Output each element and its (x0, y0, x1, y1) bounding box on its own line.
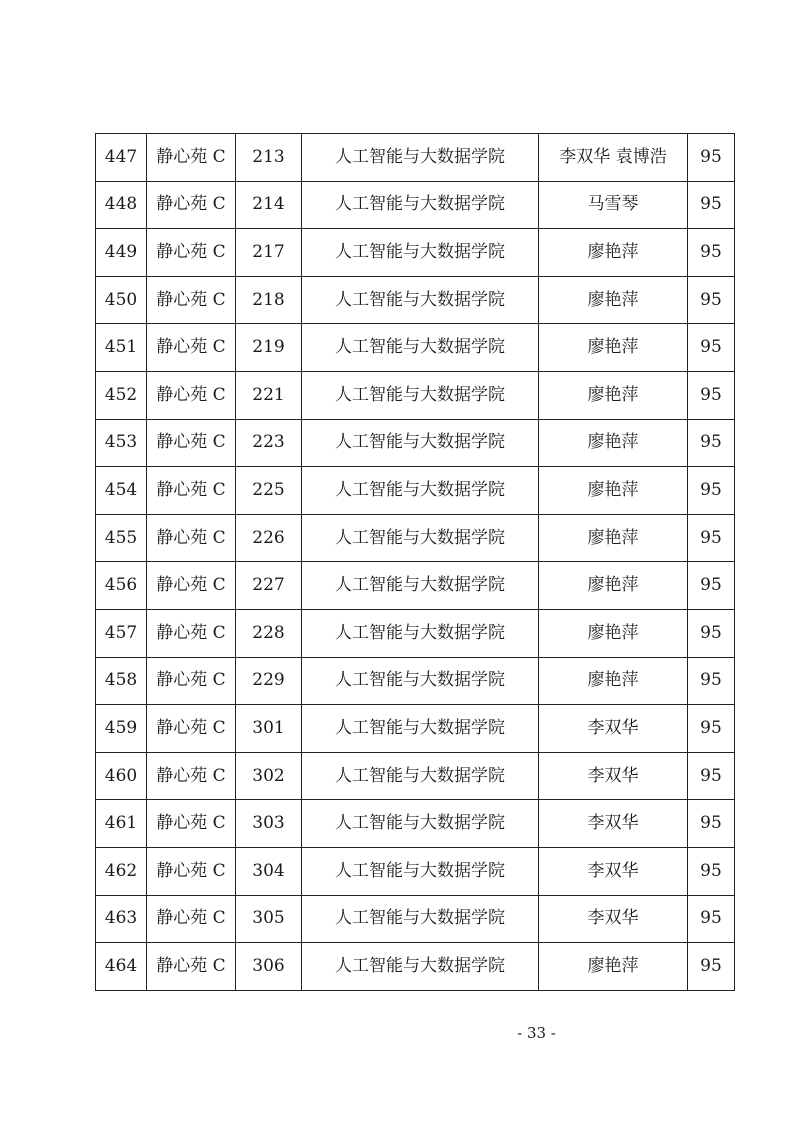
building-cell: 静心苑 C (147, 943, 236, 991)
table-row (96, 752, 735, 800)
score-cell: 95 (688, 609, 735, 657)
table-row (96, 609, 735, 657)
table-row (96, 895, 735, 943)
table-row (96, 276, 735, 324)
counselor-name-cell: 马雪琴 (539, 181, 688, 229)
score-cell: 95 (688, 134, 735, 182)
score-cell: 95 (688, 467, 735, 515)
building-cell: 静心苑 C (147, 514, 236, 562)
counselor-name-cell: 廖艳萍 (539, 371, 688, 419)
score-cell: 95 (688, 705, 735, 753)
table-row (96, 943, 735, 991)
room-number-cell: 221 (236, 371, 302, 419)
table-row (96, 324, 735, 372)
building-cell: 静心苑 C (147, 229, 236, 277)
row-number-cell: 459 (96, 705, 147, 753)
score-cell: 95 (688, 324, 735, 372)
counselor-name-cell: 李双华 (539, 752, 688, 800)
building-cell: 静心苑 C (147, 181, 236, 229)
score-cell: 95 (688, 419, 735, 467)
college-cell: 人工智能与大数据学院 (302, 657, 539, 705)
room-number-cell: 305 (236, 895, 302, 943)
counselor-name-cell: 廖艳萍 (539, 419, 688, 467)
room-number-cell: 228 (236, 609, 302, 657)
score-cell: 95 (688, 657, 735, 705)
row-number-cell: 462 (96, 847, 147, 895)
table-row (96, 181, 735, 229)
room-number-cell: 217 (236, 229, 302, 277)
row-number-cell: 453 (96, 419, 147, 467)
row-number-cell: 463 (96, 895, 147, 943)
counselor-name-cell: 廖艳萍 (539, 467, 688, 515)
table-body (96, 134, 735, 991)
room-number-cell: 225 (236, 467, 302, 515)
dormitory-score-table (95, 133, 735, 991)
college-cell: 人工智能与大数据学院 (302, 467, 539, 515)
building-cell: 静心苑 C (147, 847, 236, 895)
room-number-cell: 301 (236, 705, 302, 753)
counselor-name-cell: 廖艳萍 (539, 324, 688, 372)
counselor-name-cell: 廖艳萍 (539, 276, 688, 324)
college-cell: 人工智能与大数据学院 (302, 134, 539, 182)
room-number-cell: 214 (236, 181, 302, 229)
college-cell: 人工智能与大数据学院 (302, 847, 539, 895)
room-number-cell: 219 (236, 324, 302, 372)
room-number-cell: 302 (236, 752, 302, 800)
row-number-cell: 461 (96, 800, 147, 848)
college-cell: 人工智能与大数据学院 (302, 800, 539, 848)
page-number: - 33 - (517, 1024, 556, 1042)
building-cell: 静心苑 C (147, 800, 236, 848)
college-cell: 人工智能与大数据学院 (302, 562, 539, 610)
counselor-name-cell: 廖艳萍 (539, 609, 688, 657)
score-cell: 95 (688, 276, 735, 324)
college-cell: 人工智能与大数据学院 (302, 324, 539, 372)
college-cell: 人工智能与大数据学院 (302, 752, 539, 800)
row-number-cell: 447 (96, 134, 147, 182)
building-cell: 静心苑 C (147, 562, 236, 610)
building-cell: 静心苑 C (147, 467, 236, 515)
building-cell: 静心苑 C (147, 752, 236, 800)
row-number-cell: 451 (96, 324, 147, 372)
counselor-name-cell: 廖艳萍 (539, 514, 688, 562)
college-cell: 人工智能与大数据学院 (302, 181, 539, 229)
college-cell: 人工智能与大数据学院 (302, 371, 539, 419)
college-cell: 人工智能与大数据学院 (302, 895, 539, 943)
row-number-cell: 458 (96, 657, 147, 705)
building-cell: 静心苑 C (147, 419, 236, 467)
room-number-cell: 227 (236, 562, 302, 610)
score-cell: 95 (688, 229, 735, 277)
college-cell: 人工智能与大数据学院 (302, 419, 539, 467)
table-row (96, 134, 735, 182)
room-number-cell: 304 (236, 847, 302, 895)
building-cell: 静心苑 C (147, 705, 236, 753)
score-cell: 95 (688, 514, 735, 562)
row-number-cell: 450 (96, 276, 147, 324)
row-number-cell: 452 (96, 371, 147, 419)
room-number-cell: 213 (236, 134, 302, 182)
building-cell: 静心苑 C (147, 371, 236, 419)
counselor-name-cell: 廖艳萍 (539, 562, 688, 610)
score-cell: 95 (688, 752, 735, 800)
table-row (96, 657, 735, 705)
college-cell: 人工智能与大数据学院 (302, 276, 539, 324)
table-row (96, 800, 735, 848)
table-row (96, 371, 735, 419)
counselor-name-cell: 李双华 袁博浩 (539, 134, 688, 182)
counselor-name-cell: 李双华 (539, 847, 688, 895)
college-cell: 人工智能与大数据学院 (302, 609, 539, 657)
counselor-name-cell: 李双华 (539, 895, 688, 943)
score-cell: 95 (688, 943, 735, 991)
room-number-cell: 306 (236, 943, 302, 991)
table-row (96, 705, 735, 753)
room-number-cell: 303 (236, 800, 302, 848)
table-row (96, 514, 735, 562)
row-number-cell: 456 (96, 562, 147, 610)
table-row (96, 229, 735, 277)
building-cell: 静心苑 C (147, 276, 236, 324)
table-row (96, 847, 735, 895)
room-number-cell: 229 (236, 657, 302, 705)
row-number-cell: 464 (96, 943, 147, 991)
row-number-cell: 454 (96, 467, 147, 515)
score-cell: 95 (688, 181, 735, 229)
college-cell: 人工智能与大数据学院 (302, 705, 539, 753)
row-number-cell: 457 (96, 609, 147, 657)
building-cell: 静心苑 C (147, 609, 236, 657)
score-cell: 95 (688, 895, 735, 943)
score-cell: 95 (688, 847, 735, 895)
counselor-name-cell: 李双华 (539, 705, 688, 753)
row-number-cell: 460 (96, 752, 147, 800)
building-cell: 静心苑 C (147, 134, 236, 182)
room-number-cell: 218 (236, 276, 302, 324)
counselor-name-cell: 廖艳萍 (539, 657, 688, 705)
college-cell: 人工智能与大数据学院 (302, 229, 539, 277)
table-row (96, 562, 735, 610)
college-cell: 人工智能与大数据学院 (302, 514, 539, 562)
score-cell: 95 (688, 562, 735, 610)
row-number-cell: 448 (96, 181, 147, 229)
counselor-name-cell: 李双华 (539, 800, 688, 848)
row-number-cell: 455 (96, 514, 147, 562)
building-cell: 静心苑 C (147, 324, 236, 372)
row-number-cell: 449 (96, 229, 147, 277)
room-number-cell: 223 (236, 419, 302, 467)
building-cell: 静心苑 C (147, 657, 236, 705)
room-number-cell: 226 (236, 514, 302, 562)
score-cell: 95 (688, 800, 735, 848)
score-cell: 95 (688, 371, 735, 419)
counselor-name-cell: 廖艳萍 (539, 943, 688, 991)
counselor-name-cell: 廖艳萍 (539, 229, 688, 277)
building-cell: 静心苑 C (147, 895, 236, 943)
table-row (96, 467, 735, 515)
college-cell: 人工智能与大数据学院 (302, 943, 539, 991)
table-row (96, 419, 735, 467)
